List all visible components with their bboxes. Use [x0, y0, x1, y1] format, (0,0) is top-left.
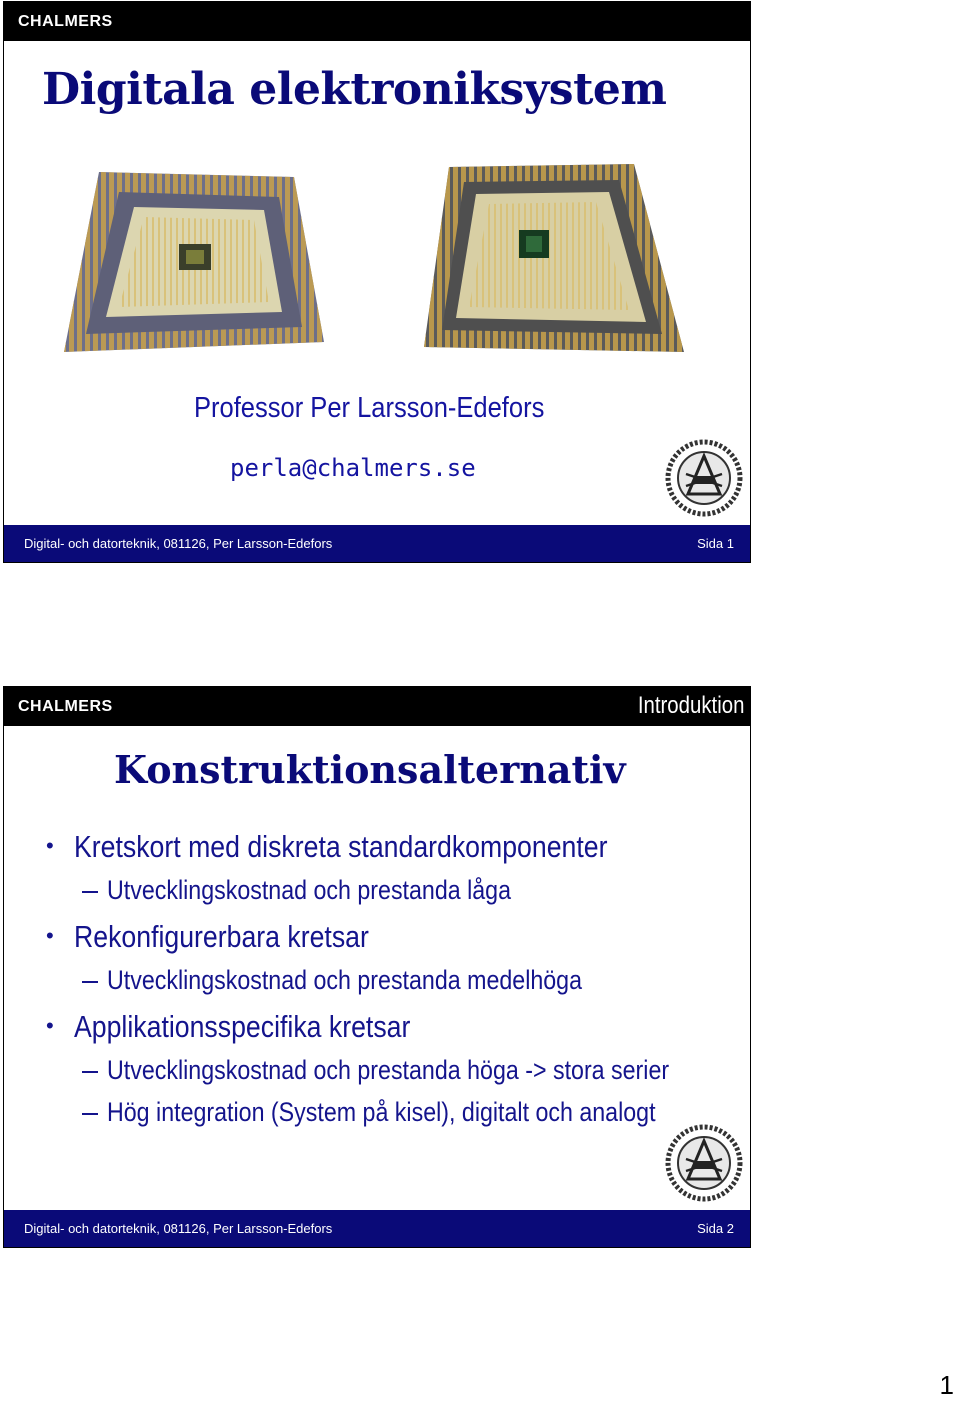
list-item: Hög integration (System på kisel), digitalt och analogt	[107, 1097, 656, 1127]
chalmers-seal-icon	[664, 438, 744, 518]
chalmers-logo: CHALMERS	[18, 698, 113, 715]
dash-marker	[82, 981, 98, 983]
slide-title: Konstruktionsalternativ	[114, 747, 626, 792]
slide-header-bar	[4, 687, 750, 726]
list-item: Rekonfigurerbara kretsar	[74, 919, 369, 954]
slide-title: Digitala elektroniksystem	[42, 64, 667, 115]
dash-marker	[82, 1071, 98, 1073]
list-item: Applikationsspecifika kretsar	[74, 1009, 411, 1044]
list-item: Utvecklingskostnad och prestanda låga	[107, 875, 512, 905]
list-item: Utvecklingskostnad och prestanda medelhöga	[107, 965, 583, 995]
bullet-dot: •	[46, 1013, 54, 1038]
author-email: perla@chalmers.se	[230, 454, 476, 482]
dash-marker	[82, 891, 98, 893]
left-chip-image	[64, 172, 324, 352]
chalmers-logo: CHALMERS	[18, 13, 113, 30]
right-chip-image	[424, 164, 684, 352]
chip-photo	[44, 152, 724, 392]
dash-marker	[82, 1113, 98, 1115]
footer-course-info: Digital- och datorteknik, 081126, Per Larsson-Edefors	[24, 536, 333, 551]
slide-header-bar	[4, 2, 750, 41]
author-name: Professor Per Larsson-Edefors	[194, 392, 545, 424]
section-label: Introduktion	[637, 692, 744, 719]
footer-page-label: Sida 2	[697, 1221, 734, 1236]
slide-2	[3, 686, 751, 1248]
slide-1	[3, 1, 751, 563]
bullet-dot: •	[46, 923, 54, 948]
footer-course-info: Digital- och datorteknik, 081126, Per Larsson-Edefors	[24, 1221, 333, 1236]
list-item: Kretskort med diskreta standardkomponenter	[74, 829, 608, 864]
page-number: 1	[939, 1370, 954, 1400]
footer-page-label: Sida 1	[697, 536, 734, 551]
chalmers-seal-icon	[664, 1123, 744, 1203]
slide-footer	[4, 525, 750, 562]
list-item: Utvecklingskostnad och prestanda höga -> stora serier	[107, 1055, 670, 1085]
bullet-dot: •	[46, 833, 54, 858]
slide-footer	[4, 1210, 750, 1247]
